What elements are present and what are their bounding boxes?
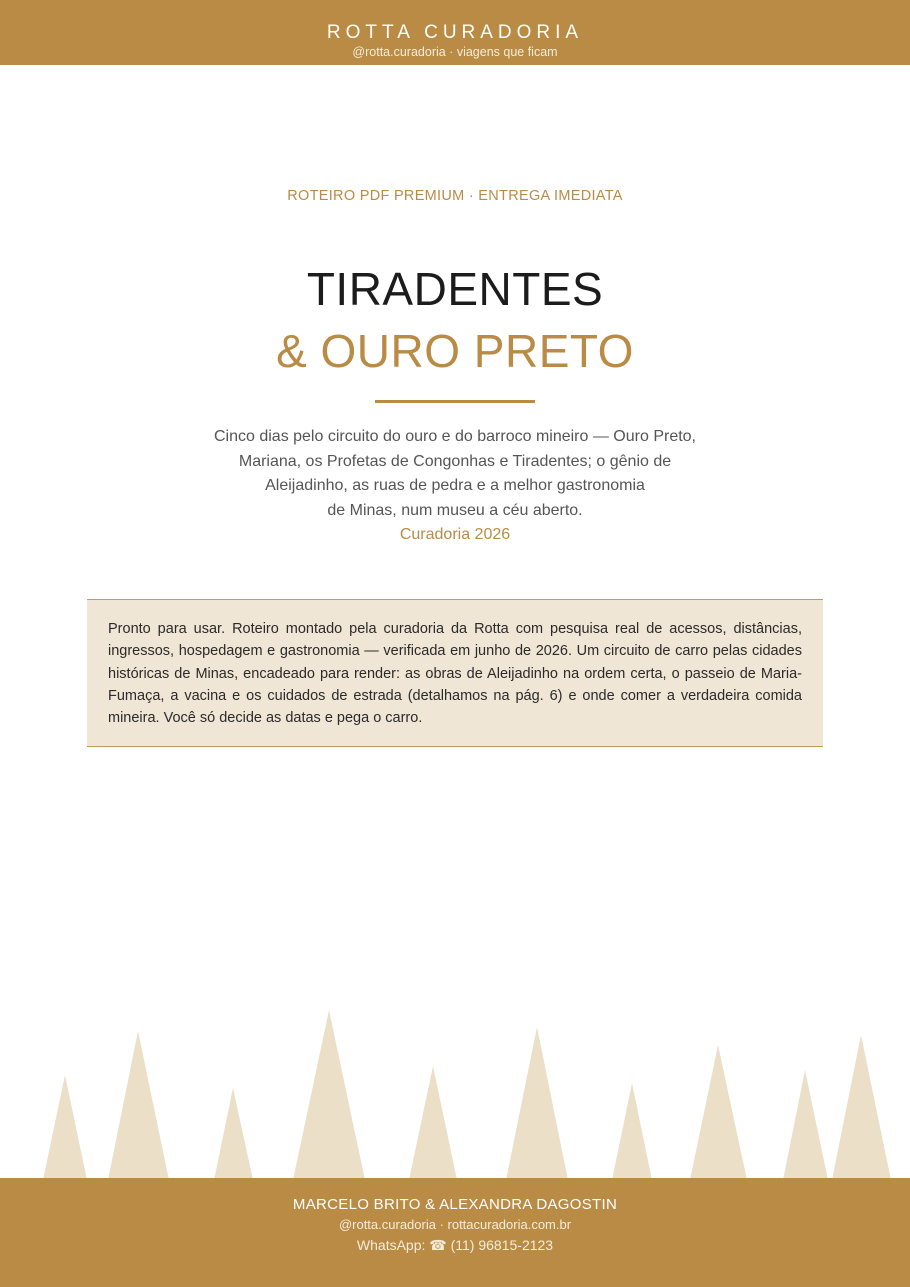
mountain-decoration bbox=[0, 1000, 910, 1180]
intro-note bbox=[87, 599, 823, 747]
mountain-peak bbox=[612, 1083, 652, 1180]
edition-label: Curadoria 2026 bbox=[399, 526, 511, 543]
mountain-peak bbox=[409, 1066, 457, 1180]
mountain-peak bbox=[506, 1027, 568, 1180]
mountain-peak bbox=[783, 1070, 828, 1180]
brand-tagline: @rotta.curadoria · viagens que ficam bbox=[352, 45, 558, 59]
mountain-peak bbox=[690, 1045, 747, 1180]
brand-name: ROTTA CURADORIA bbox=[326, 22, 584, 43]
contact-line: @rotta.curadoria · rottacuradoria.com.br bbox=[338, 1217, 572, 1232]
description-line: de Minas, num museu a céu aberto. bbox=[327, 501, 583, 519]
description-line: Mariana, os Profetas de Congonhas e Tiradentes; o gênio de bbox=[238, 452, 672, 470]
description-line: Cinco dias pelo circuito do ouro e do barroco mineiro — Ouro Preto, bbox=[213, 428, 696, 445]
intro-note-text: Pronto para usar. Roteiro montado pela curadoria da Rotta com pesquisa real de acessos, distâncias, ingressos, hospedagem e gastronomia — verificada em junho de 2026. Um circuito de carro pelas cidades históricas de Minas, encadeado para render: as obras de Aleijadinho na ordem certa, o passeio de Maria-Fumaça, a vacina e os cuidados de estrada (detalhamos na pág. 6) e onde comer a verdadeira comida mineira. Você só decide as datas e pega o carro. bbox=[108, 621, 802, 727]
title-divider bbox=[375, 400, 535, 403]
mountain-peak bbox=[43, 1075, 87, 1180]
cover-description bbox=[150, 425, 760, 548]
mountain-peak bbox=[214, 1088, 253, 1180]
cover-kicker: ROTEIRO PDF PREMIUM · ENTREGA IMEDIATA bbox=[287, 188, 623, 204]
header-bar bbox=[0, 0, 910, 65]
mountain-peak bbox=[293, 1010, 365, 1180]
authors: MARCELO BRITO & ALEXANDRA DAGOSTIN bbox=[292, 1196, 618, 1213]
whatsapp-contact: WhatsApp: ☎ (11) 96815-2123 bbox=[356, 1237, 554, 1253]
title-line-2: & OURO PRETO bbox=[276, 325, 634, 377]
mountain-peak bbox=[108, 1031, 169, 1180]
description-line: Aleijadinho, as ruas de pedra e a melhor gastronomia bbox=[265, 477, 645, 494]
mountain-peak bbox=[832, 1035, 891, 1180]
footer-bar bbox=[0, 1178, 910, 1287]
title-line-1: TIRADENTES bbox=[306, 263, 604, 315]
